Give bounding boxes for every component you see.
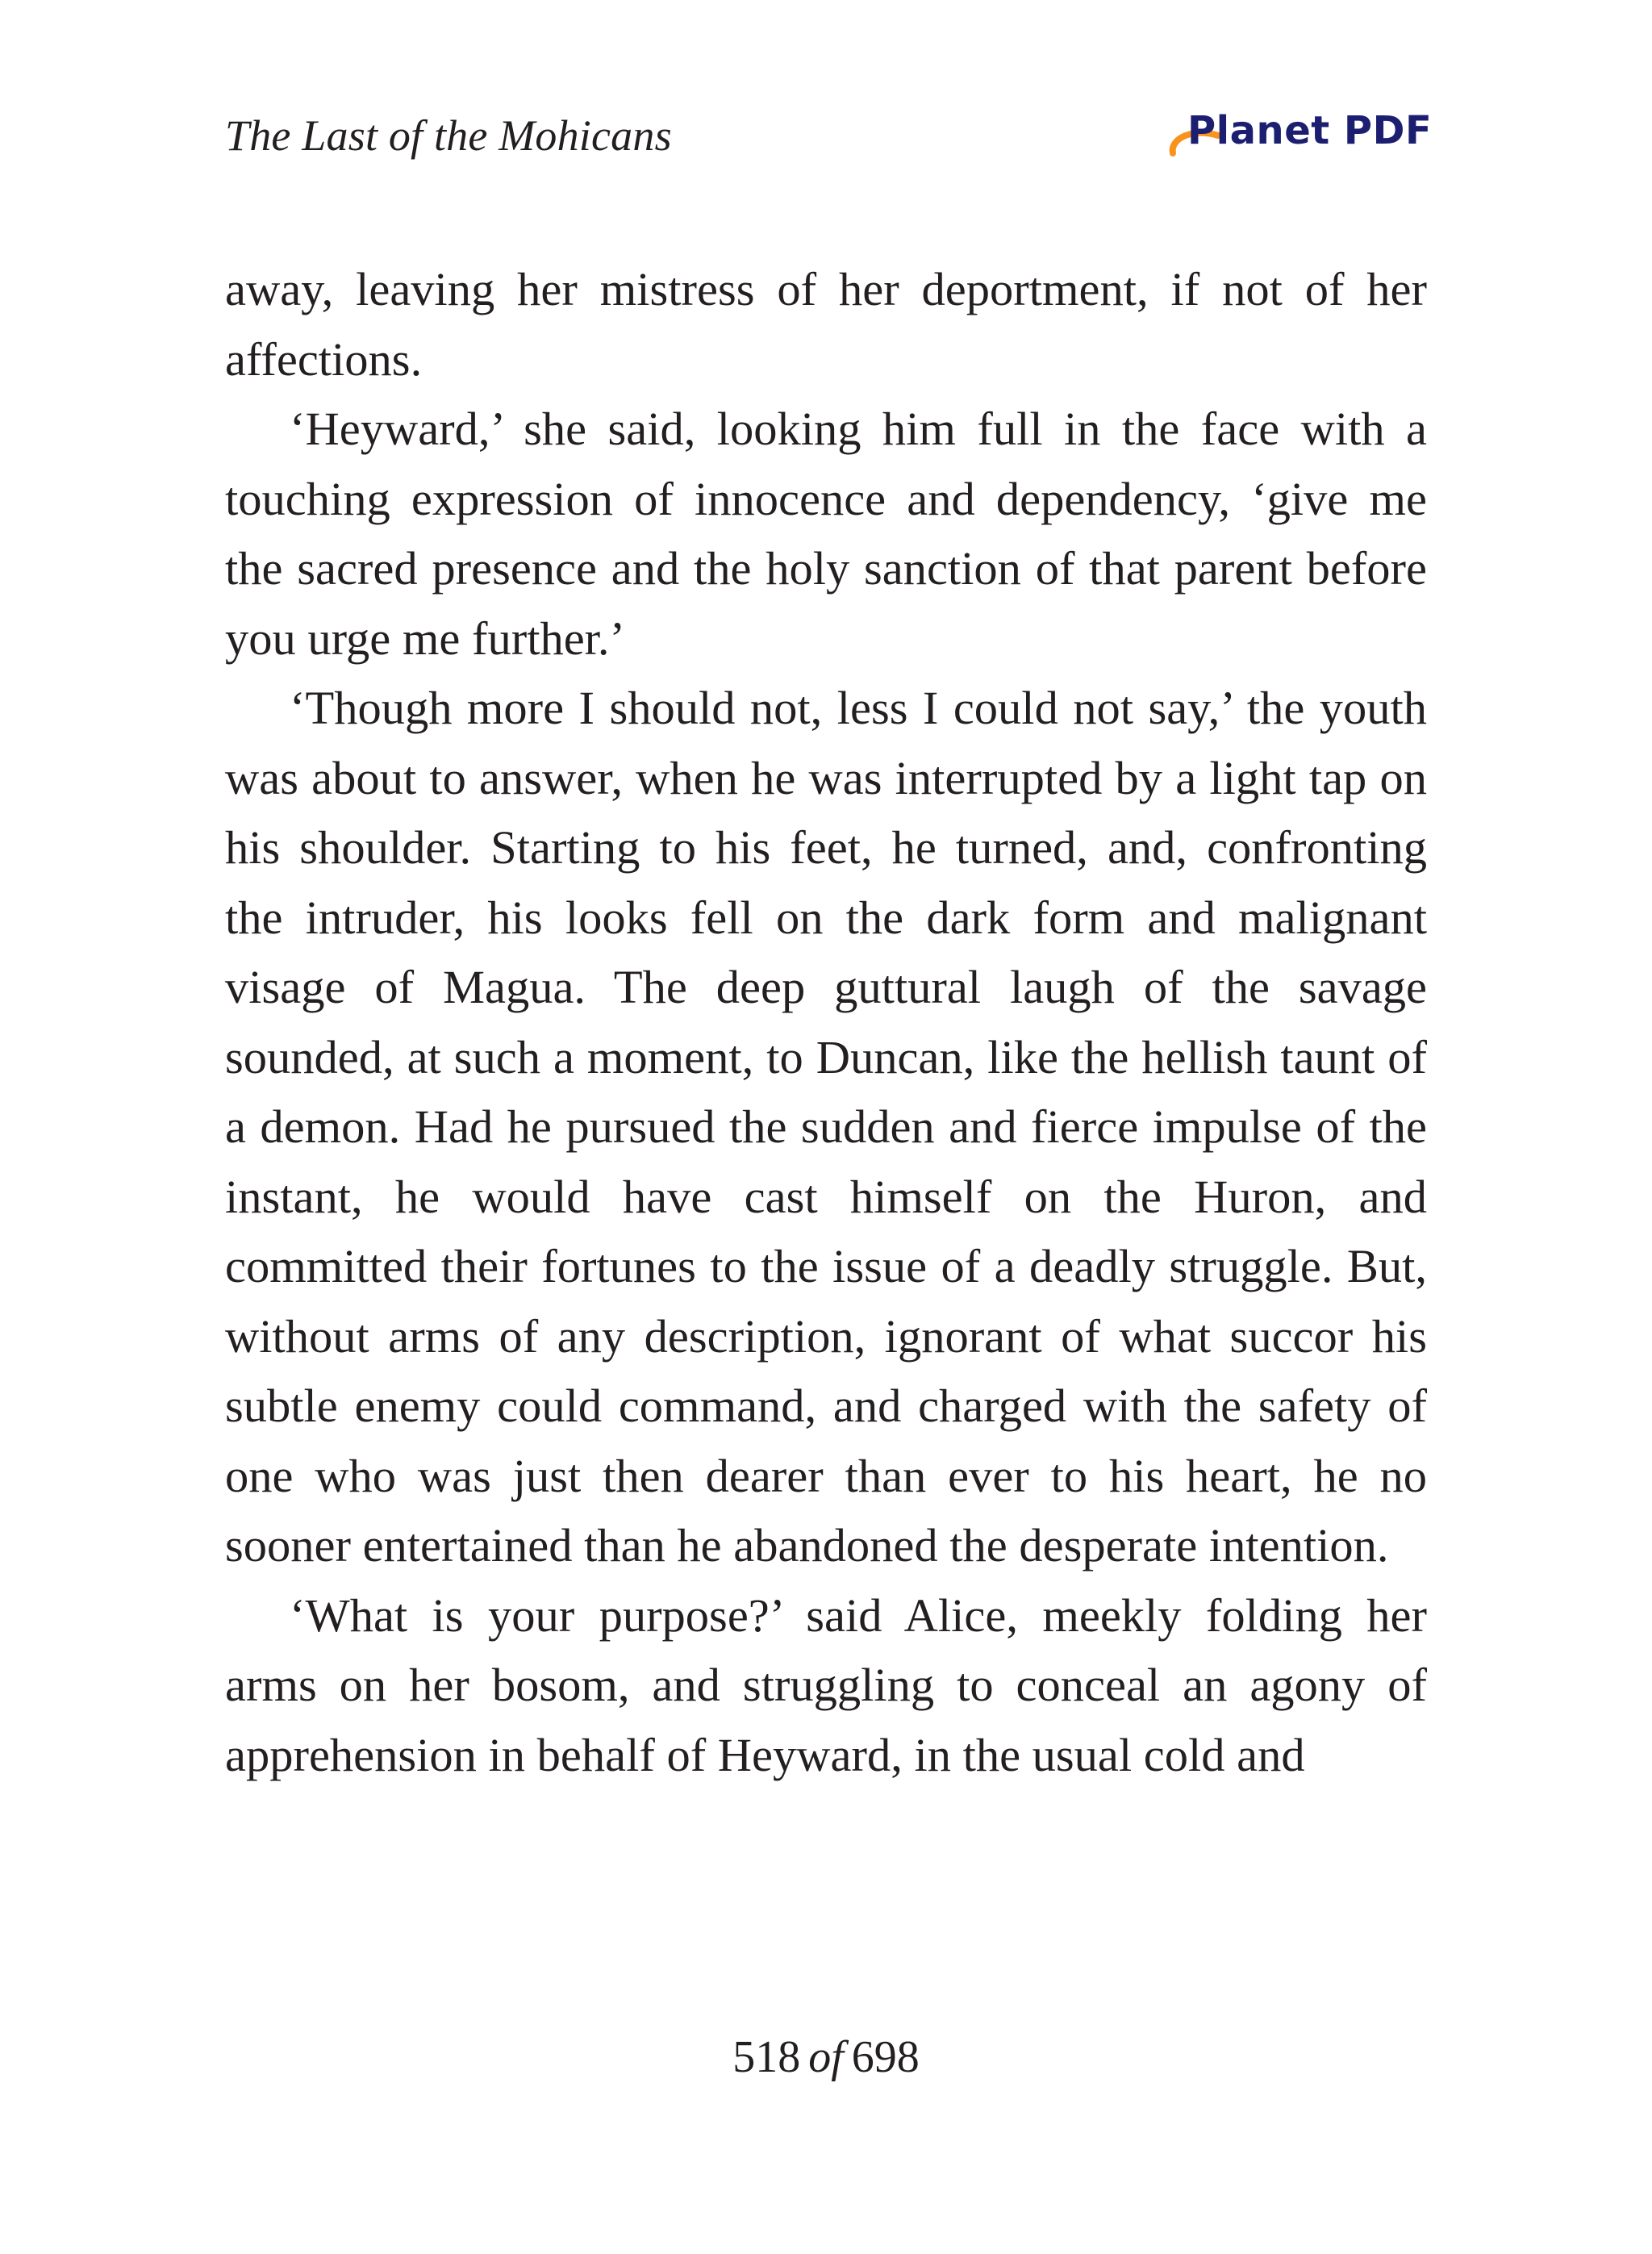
page-footer <box>0 2025 1652 2089</box>
page-of-label: of <box>808 2032 844 2082</box>
paragraph: ‘Heyward,’ she said, looking him full in the face with a touching expression of innocence and dependency, ‘give me the sacred presence and the holy sanction of that parent before you urge me further.’ <box>225 403 1427 665</box>
paragraph: away, leaving her mistress of her deportment, if not of her affections. <box>225 263 1427 386</box>
book-title: The Last of the Mohicans <box>225 111 672 160</box>
planet-pdf-logo[interactable] <box>1168 103 1433 168</box>
page-header <box>0 0 1652 194</box>
total-page-count: 698 <box>851 2032 920 2082</box>
current-page-number: 518 <box>732 2032 801 2082</box>
page-body <box>225 255 1427 1790</box>
logo-text <box>1187 106 1432 155</box>
paragraph: ‘What is your purpose?’ said Alice, meekly folding her arms on her bosom, and struggling to conceal an agony of apprehension in behalf of Heyward, in the usual cold and <box>225 1588 1427 1781</box>
logo-word-planet: Planet <box>1187 108 1330 153</box>
paragraph: ‘Though more I should not, less I could not say,’ the youth was about to answer, when he was interrupted by a light tap on his shoulder. Starting to his feet, he turned, and, confronting the intruder, his looks fell on the dark form and malignant visage of Magua. The deep guttural laugh of the savage sounded, at such a moment, to Duncan, like the hellish taunt of a demon. Had he pursued the sudden and fierce impulse of the instant, he would have cast himself on the Huron, and committed their fortunes to the issue of a deadly struggle. But, without arms of any description, ignorant of what succor his subtle enemy could command, and charged with the safety of one who was just then dearer than ever to his heart, he no sooner entertained than he abandoned the desperate intention. <box>225 682 1427 1572</box>
logo-word-pdf: PDF <box>1343 108 1433 153</box>
